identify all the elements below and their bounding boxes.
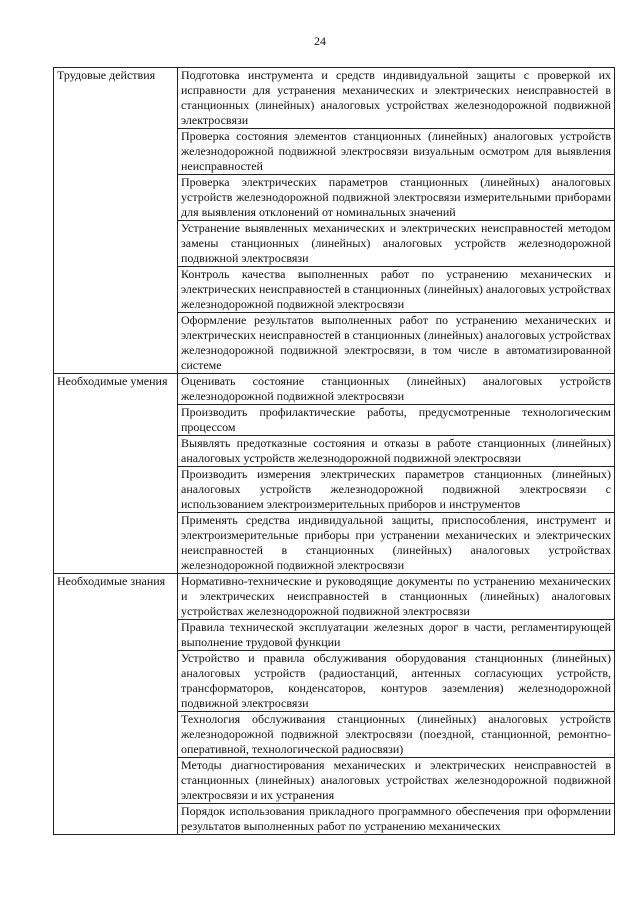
table-cell: Нормативно-технические и руководящие документы по устранению механических и электрических неисправностей в станционных (линейных) аналоговых устройствах железнодорожной подвижной электросвязи	[178, 574, 615, 620]
table-cell: Устранение выявленных механических и электрических неисправностей методом замены станционных (линейных) аналоговых устройств железнодорожной подвижной электросвязи	[178, 221, 615, 267]
table-cell: Устройство и правила обслуживания оборудования станционных (линейных) аналоговых устройств (радиостанций, антенных согласующих устройств, трансформаторов, конденсаторов, контуров заземления) железнодорожной подвижной электросвязи	[178, 651, 615, 712]
table-cell: Оформление результатов выполненных работ по устранению механических и электрических неисправностей в станционных (линейных) аналоговых устройствах железнодорожной подвижной электросвязи, в том числе в автоматизированной системе	[178, 313, 615, 374]
table-row	[54, 374, 615, 405]
table-cell: Порядок использования прикладного программного обеспечения при оформлении результатов выполненных работ по устранению механических	[178, 804, 615, 835]
section-label-labor-actions: Трудовые действия	[54, 68, 178, 374]
table-cell: Проверка состояния элементов станционных (линейных) аналоговых устройств железнодорожной подвижной электросвязи визуальным осмотром для выявления неисправностей	[178, 129, 615, 175]
page-number: 24	[314, 34, 326, 48]
table-cell: Контроль качества выполненных работ по устранению механических и электрических неисправностей в станционных (линейных) аналоговых устройствах железнодорожной подвижной электросвязи	[178, 267, 615, 313]
section-label-required-knowledge: Необходимые знания	[54, 574, 178, 835]
table-cell: Применять средства индивидуальной защиты, приспособления, инструмент и электроизмерительные приборы при устранении механических и электрических неисправностей в станционных (линейных) аналоговых устройствах железнодорожной подвижной электросвязи	[178, 513, 615, 574]
table-cell: Выявлять предотказные состояния и отказы в работе станционных (линейных) аналоговых устройств железнодорожной подвижной электросвязи	[178, 436, 615, 467]
table-row	[54, 68, 615, 129]
table-cell: Технология обслуживания станционных (линейных) аналоговых устройств железнодорожной подвижной электросвязи (поездной, станционной, ремонтно-оперативной, технологической радиосвязи)	[178, 712, 615, 758]
table-cell: Производить профилактические работы, предусмотренные технологическим процессом	[178, 405, 615, 436]
table-cell: Оценивать состояние станционных (линейных) аналоговых устройств железнодорожной подвижной электросвязи	[178, 374, 615, 405]
table-cell: Методы диагностирования механических и электрических неисправностей в станционных (линейных) аналоговых устройствах железнодорожной подвижной электросвязи и их устранения	[178, 758, 615, 804]
labor-functions-table	[53, 67, 615, 835]
section-label-required-skills: Необходимые умения	[54, 374, 178, 574]
table-cell: Производить измерения электрических параметров станционных (линейных) аналоговых устройств железнодорожной подвижной электросвязи с использованием электроизмерительных приборов и инструментов	[178, 467, 615, 513]
table-cell: Проверка электрических параметров станционных (линейных) аналоговых устройств железнодорожной подвижной электросвязи измерительными приборами для выявления отклонений от номинальных значений	[178, 175, 615, 221]
table-cell: Правила технической эксплуатации железных дорог в части, регламентирующей выполнение трудовой функции	[178, 620, 615, 651]
table-row	[54, 574, 615, 620]
table-cell: Подготовка инструмента и средств индивидуальной защиты с проверкой их исправности для устранения механических и электрических неисправностей в станционных (линейных) аналоговых устройствах железнодорожной подвижной электросвязи	[178, 68, 615, 129]
